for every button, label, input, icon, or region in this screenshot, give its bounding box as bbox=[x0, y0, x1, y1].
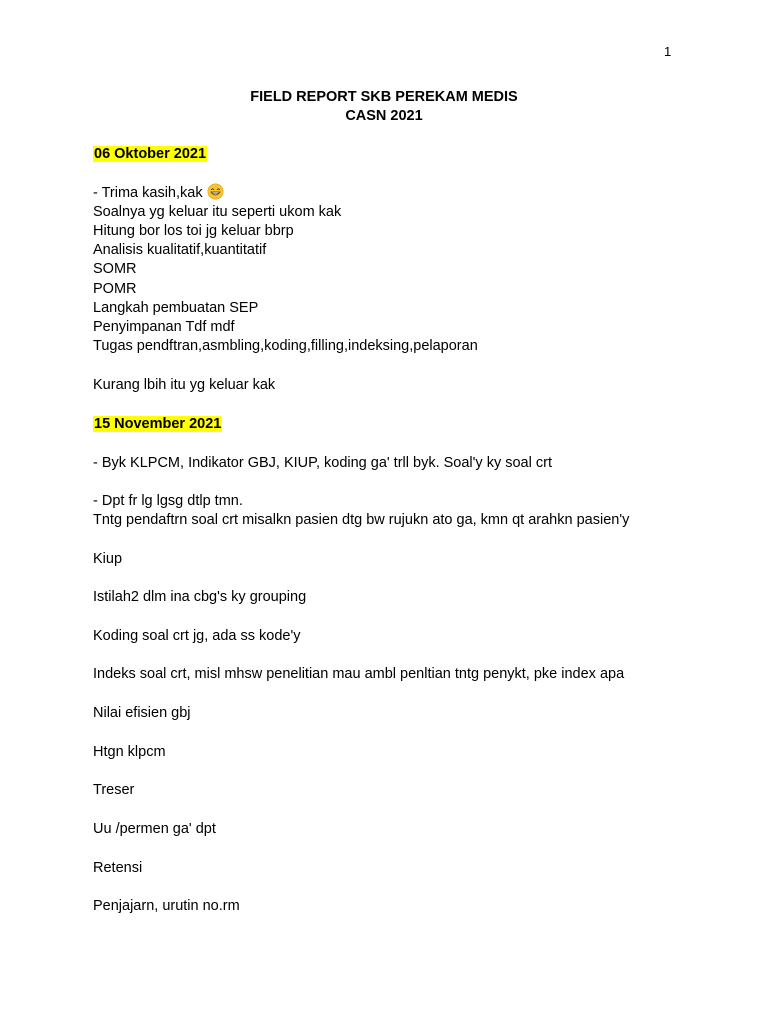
document-title: FIELD REPORT SKB PEREKAM MEDIS bbox=[250, 89, 518, 105]
report-line: Hitung bor los toi jg keluar bbrp bbox=[93, 223, 294, 239]
report-line: Treser bbox=[93, 782, 135, 798]
date-highlight: 06 Oktober 2021 bbox=[94, 146, 207, 162]
report-line: Indeks soal crt, misl mhsw penelitian mau ambl penltian tntg penykt, pke index apa bbox=[93, 666, 625, 682]
report-line: Tntg pendaftrn soal crt misalkn pasien dtg bw rujukn ato ga, kmn qt arahkn pasien'y bbox=[93, 512, 630, 528]
report-line: Retensi bbox=[93, 860, 143, 876]
report-line-text: - Trima kasih,kak bbox=[93, 185, 203, 201]
report-line: POMR bbox=[93, 281, 137, 297]
date-highlight: 15 November 2021 bbox=[94, 416, 222, 432]
report-line: Analisis kualitatif,kuantitatif bbox=[93, 242, 267, 258]
report-line: Tugas pendftran,asmbling,koding,filling,indeksing,pelaporan bbox=[93, 338, 478, 354]
report-line: Htgn klpcm bbox=[93, 744, 166, 760]
section-date-heading bbox=[93, 145, 207, 164]
report-line: Koding soal crt jg, ada ss kode'y bbox=[93, 628, 301, 644]
report-closing-line: Kurang lbih itu yg keluar kak bbox=[93, 377, 276, 393]
report-line: Uu /permen ga' dpt bbox=[93, 821, 216, 837]
page-number: 1 bbox=[664, 44, 672, 59]
report-line: Nilai efisien gbj bbox=[93, 705, 191, 721]
report-line: - Dpt fr lg lgsg dtlp tmn. bbox=[93, 493, 243, 509]
report-line: Penjajarn, urutin no.rm bbox=[93, 898, 240, 914]
report-line: Langkah pembuatan SEP bbox=[93, 300, 259, 316]
report-line: Penyimpanan Tdf mdf bbox=[93, 319, 235, 335]
report-line: Kiup bbox=[93, 551, 123, 567]
grinning-face-emoji-icon bbox=[207, 183, 224, 200]
document-subtitle: CASN 2021 bbox=[345, 108, 423, 124]
report-line bbox=[93, 183, 224, 203]
report-line: - Byk KLPCM, Indikator GBJ, KIUP, koding ga' trll byk. Soal'y ky soal crt bbox=[93, 455, 552, 471]
section-date-heading bbox=[93, 415, 222, 434]
report-line: Soalnya yg keluar itu seperti ukom kak bbox=[93, 204, 342, 220]
report-line: SOMR bbox=[93, 261, 137, 277]
report-line: Istilah2 dlm ina cbg's ky grouping bbox=[93, 589, 307, 605]
